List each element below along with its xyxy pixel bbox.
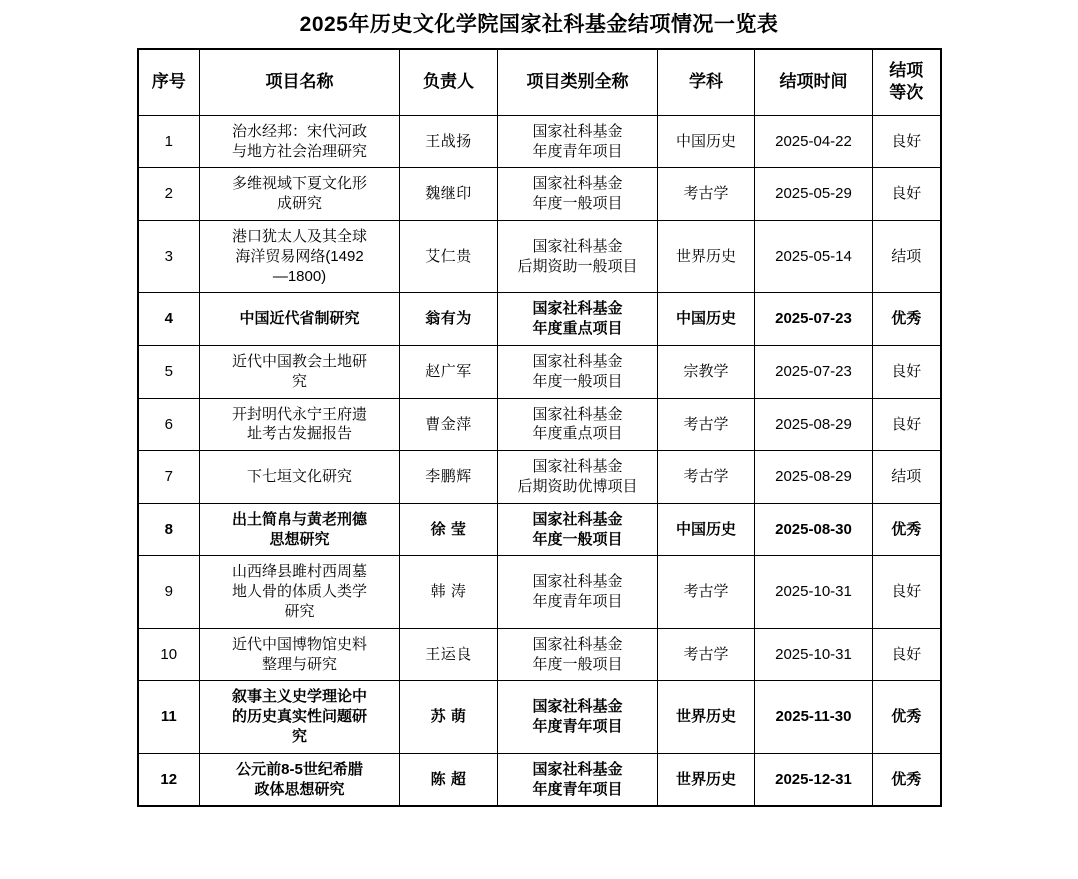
table-row: [138, 293, 941, 346]
cell-project-name-line: 港口犹太人及其全球: [231, 228, 367, 246]
project-completion-table: [137, 48, 942, 807]
cell-project-name-line: 的历史真实性问题研: [231, 708, 367, 726]
cell-discipline: 世界历史: [658, 681, 755, 753]
cell-project-name-line: 研究: [284, 603, 315, 621]
cell-project-name-line: 成研究: [276, 195, 322, 213]
table-row: [138, 753, 941, 806]
cell-project-type-line: 国家社科基金: [532, 635, 623, 653]
cell-leader: 苏 萌: [400, 681, 498, 753]
cell-project-type-line: 年度重点项目: [532, 425, 623, 443]
cell-project-type-line: 年度一般项目: [532, 195, 623, 213]
cell-project-type: [498, 753, 658, 806]
table-header: [138, 49, 941, 115]
cell-project-name-line: 近代中国博物馆史料: [231, 635, 367, 653]
cell-grade: 优秀: [873, 503, 941, 556]
cell-project-name-line: 与地方社会治理研究: [231, 142, 367, 160]
cell-grade: 良好: [873, 398, 941, 451]
cell-project-name: [200, 221, 400, 293]
cell-project-type-line: 国家社科基金: [532, 698, 623, 716]
cell-grade: 优秀: [873, 293, 941, 346]
cell-grade: 结项: [873, 221, 941, 293]
column-header-grade: [873, 49, 941, 115]
cell-project-name: [200, 556, 400, 628]
cell-seq: 4: [138, 293, 200, 346]
cell-discipline: 考古学: [658, 451, 755, 504]
cell-project-type-line: 国家社科基金: [532, 300, 623, 318]
cell-leader: 艾仁贵: [400, 221, 498, 293]
table-body: [138, 115, 941, 806]
column-header-date: 结项时间: [755, 49, 873, 115]
cell-project-name-line: 近代中国教会土地研: [231, 353, 367, 371]
cell-seq: 6: [138, 398, 200, 451]
cell-completion-date: 2025-08-30: [755, 503, 873, 556]
cell-discipline: 世界历史: [658, 753, 755, 806]
cell-completion-date: 2025-05-29: [755, 168, 873, 221]
column-header-type: 项目类别全称: [498, 49, 658, 115]
cell-project-name-line: —1800): [272, 267, 327, 285]
table-row: [138, 451, 941, 504]
cell-project-type: [498, 503, 658, 556]
cell-project-name-line: 地人骨的体质人类学: [231, 583, 367, 601]
cell-project-name-line: 下七垣文化研究: [246, 468, 352, 486]
table-row: [138, 115, 941, 168]
cell-project-name: [200, 398, 400, 451]
cell-project-name-line: 中国近代省制研究: [239, 310, 360, 328]
cell-project-type-line: 后期资助一般项目: [517, 257, 638, 275]
cell-project-type: [498, 451, 658, 504]
cell-project-type-line: 国家社科基金: [532, 237, 623, 255]
cell-leader: 魏继印: [400, 168, 498, 221]
cell-discipline: 世界历史: [658, 221, 755, 293]
cell-project-name-line: 叙事主义史学理论中: [231, 688, 367, 706]
cell-project-type-line: 年度青年项目: [532, 780, 623, 798]
cell-project-name-line: 究: [291, 372, 307, 390]
table-row: [138, 221, 941, 293]
cell-project-type-line: 国家社科基金: [532, 760, 623, 778]
cell-project-type: [498, 293, 658, 346]
cell-seq: 7: [138, 451, 200, 504]
cell-project-type-line: 年度一般项目: [532, 655, 623, 673]
table-row: [138, 556, 941, 628]
table-row: [138, 628, 941, 681]
cell-project-type: [498, 398, 658, 451]
cell-completion-date: 2025-10-31: [755, 628, 873, 681]
column-header-name: 项目名称: [200, 49, 400, 115]
table-header-row: [138, 49, 941, 115]
table-container: [0, 48, 1078, 807]
cell-project-name: [200, 115, 400, 168]
cell-project-type: [498, 681, 658, 753]
cell-project-type-line: 国家社科基金: [532, 353, 623, 371]
cell-leader: 李鹏辉: [400, 451, 498, 504]
cell-project-type-line: 国家社科基金: [532, 573, 623, 591]
cell-project-type-line: 国家社科基金: [532, 175, 623, 193]
cell-grade: 结项: [873, 451, 941, 504]
cell-completion-date: 2025-07-23: [755, 293, 873, 346]
cell-project-type: [498, 115, 658, 168]
table-row: [138, 681, 941, 753]
cell-discipline: 考古学: [658, 556, 755, 628]
cell-project-type-line: 国家社科基金: [532, 405, 623, 423]
cell-completion-date: 2025-08-29: [755, 398, 873, 451]
cell-discipline: 中国历史: [658, 293, 755, 346]
cell-discipline: 宗教学: [658, 346, 755, 399]
cell-project-type: [498, 346, 658, 399]
table-row: [138, 503, 941, 556]
cell-project-name-line: 出土简帛与黄老刑德: [231, 510, 367, 528]
cell-project-type-line: 年度一般项目: [532, 372, 623, 390]
cell-project-name-line: 思想研究: [269, 530, 330, 548]
cell-project-type: [498, 556, 658, 628]
cell-project-type-line: 年度重点项目: [532, 320, 623, 338]
cell-project-name: [200, 451, 400, 504]
cell-project-type-line: 年度青年项目: [532, 593, 623, 611]
cell-project-name-line: 究: [291, 728, 307, 745]
column-header-seq: 序号: [138, 49, 200, 115]
column-header-grade-line2: 等次: [889, 83, 924, 103]
cell-grade: 良好: [873, 346, 941, 399]
column-header-grade-line1: 结项: [889, 61, 924, 80]
cell-grade: 优秀: [873, 681, 941, 753]
cell-project-name-line: 多维视域下夏文化形: [231, 175, 367, 193]
cell-completion-date: 2025-10-31: [755, 556, 873, 628]
cell-project-name-line: 公元前8-5世纪希腊: [236, 760, 363, 778]
cell-seq: 3: [138, 221, 200, 293]
cell-grade: 良好: [873, 168, 941, 221]
cell-leader: 王运良: [400, 628, 498, 681]
table-row: [138, 346, 941, 399]
cell-leader: 王战扬: [400, 115, 498, 168]
column-header-discipline: 学科: [658, 49, 755, 115]
cell-discipline: 考古学: [658, 168, 755, 221]
cell-grade: 优秀: [873, 753, 941, 806]
cell-seq: 10: [138, 628, 200, 681]
column-header-leader: 负责人: [400, 49, 498, 115]
cell-project-name: [200, 503, 400, 556]
cell-project-type-line: 国家社科基金: [532, 510, 623, 528]
cell-grade: 良好: [873, 628, 941, 681]
cell-discipline: 中国历史: [658, 503, 755, 556]
cell-seq: 12: [138, 753, 200, 806]
cell-leader: 赵广军: [400, 346, 498, 399]
cell-completion-date: 2025-07-23: [755, 346, 873, 399]
cell-project-name-line: 址考古发掘报告: [246, 425, 352, 443]
cell-leader: 曹金萍: [400, 398, 498, 451]
cell-project-type-line: 国家社科基金: [532, 122, 623, 140]
cell-project-type-line: 年度青年项目: [532, 142, 623, 160]
cell-leader: 徐 莹: [400, 503, 498, 556]
cell-project-name: [200, 293, 400, 346]
cell-leader: 陈 超: [400, 753, 498, 806]
cell-seq: 9: [138, 556, 200, 628]
cell-completion-date: 2025-11-30: [755, 681, 873, 753]
cell-grade: 良好: [873, 115, 941, 168]
cell-project-type-line: 国家社科基金: [532, 458, 623, 476]
cell-grade: 良好: [873, 556, 941, 628]
cell-project-name-line: 治水经邦：宋代河政: [231, 122, 367, 140]
cell-seq: 8: [138, 503, 200, 556]
cell-project-name: [200, 681, 400, 753]
cell-project-name: [200, 346, 400, 399]
cell-project-name-line: 山西绛县雎村西周墓: [231, 563, 367, 581]
cell-project-name-line: 海洋贸易网络(1492: [235, 247, 364, 265]
cell-completion-date: 2025-04-22: [755, 115, 873, 168]
cell-project-name: [200, 753, 400, 806]
table-row: [138, 168, 941, 221]
cell-seq: 1: [138, 115, 200, 168]
page-title: 2025年历史文化学院国家社科基金结项情况一览表: [299, 13, 779, 36]
cell-project-type: [498, 168, 658, 221]
cell-leader: 韩 涛: [400, 556, 498, 628]
cell-project-name-line: 整理与研究: [261, 655, 337, 673]
cell-completion-date: 2025-08-29: [755, 451, 873, 504]
cell-seq: 2: [138, 168, 200, 221]
cell-completion-date: 2025-05-14: [755, 221, 873, 293]
cell-discipline: 考古学: [658, 398, 755, 451]
cell-project-type-line: 年度一般项目: [532, 530, 623, 548]
table-row: [138, 398, 941, 451]
cell-project-name: [200, 628, 400, 681]
cell-leader: 翁有为: [400, 293, 498, 346]
cell-discipline: 中国历史: [658, 115, 755, 168]
cell-completion-date: 2025-12-31: [755, 753, 873, 806]
cell-project-type-line: 年度青年项目: [532, 718, 623, 736]
cell-project-name-line: 开封明代永宁王府遗: [231, 405, 367, 423]
cell-project-name-line: 政体思想研究: [254, 780, 345, 798]
cell-project-type-line: 后期资助优博项目: [517, 478, 638, 496]
cell-project-name: [200, 168, 400, 221]
cell-discipline: 考古学: [658, 628, 755, 681]
cell-seq: 5: [138, 346, 200, 399]
cell-project-type: [498, 628, 658, 681]
cell-project-type: [498, 221, 658, 293]
cell-seq: 11: [138, 681, 200, 753]
